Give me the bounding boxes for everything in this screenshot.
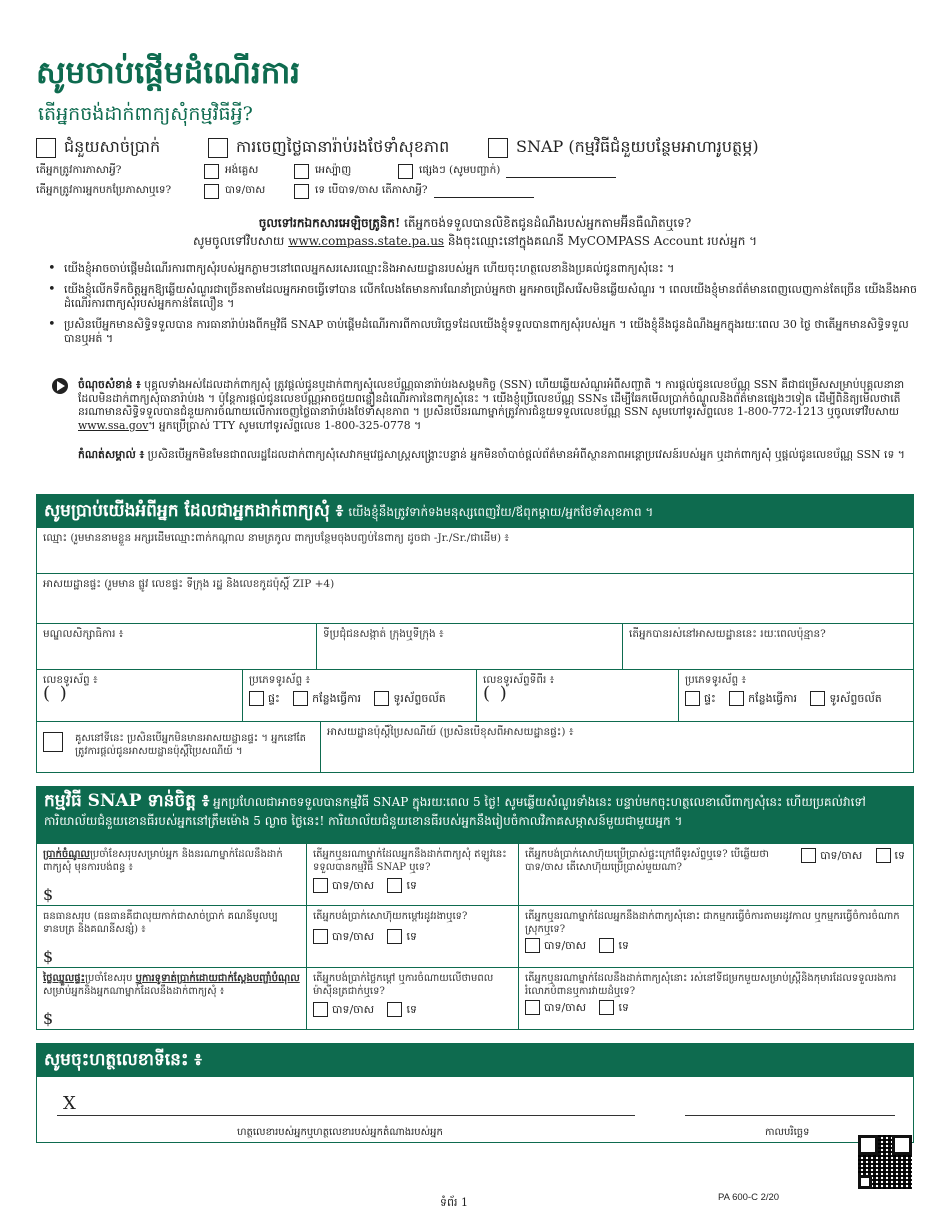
bullet-item: • យើងខ្ញុំលើកទឹកចិត្តអ្នកឱ្យឆ្លើយសំណួរជាច្រើនតាមដែលអ្នកអាចធ្វើទៅបាន លើកលែងតែមានការណែនាំប្រាប់អ្នកថា អ្នកអាចជ្រើសរើសមិនឆ្លើយសំណួរ ។ ពេលយើងខ្ញុំមានព័ត៌មានពេញលេញកាន់តែច្រើន យើងនឹងអាចដំណើរការពាក្យសុំរបស់អ្នកកាន់តែលឿន ។ xyxy=(48,283,918,312)
phone-home-label: ផ្ទះ xyxy=(268,692,280,705)
phone2-home-label: ផ្ទះ xyxy=(704,692,716,705)
online-post: និងចុះឈ្មោះនៅក្នុងគណនី MyCOMPASS Account របស់អ្នក ។ xyxy=(444,234,758,248)
shelter-no-checkbox[interactable] xyxy=(599,1000,614,1015)
resources-label: ធនធានសរុប (ធនធានគឺជាលុយកាក់ជាសាច់ប្រាក់ គណនីមូលប្បទានបត្រ និងគណនីសន្សំ) ៖ xyxy=(43,911,278,935)
interpreter-yes[interactable] xyxy=(204,184,265,199)
other-language-label: ផ្សេងៗ (សូមបញ្ជាក់) xyxy=(419,164,501,176)
mortgage-bold: ឬការទូទាត់ប្រាក់ដោយជាក់ស្តែងបញ្ចាំបំណុល xyxy=(135,973,300,984)
interpreter-no-checkbox[interactable] xyxy=(294,184,309,199)
cooling-no-checkbox[interactable] xyxy=(387,1002,402,1017)
interpreter-language-field[interactable] xyxy=(434,186,534,198)
ssa-link[interactable]: www.ssa.gov xyxy=(78,418,149,432)
shelter-no[interactable] xyxy=(599,1000,628,1015)
phone-cell-label: ទូរស័ព្ទចល័ត xyxy=(393,692,446,705)
receiving-yes[interactable] xyxy=(313,878,374,893)
heating-no-label: ទេ xyxy=(406,930,417,943)
about-header xyxy=(36,494,914,528)
about-subheading: យើងខ្ញុំនឹងត្រូវទាក់ទងមនុស្សពេញវ័យ/ឪពុកម្ដាយ/អ្នកថែទាំសុខភាព ។ xyxy=(348,505,654,519)
lang-other[interactable] xyxy=(398,164,616,179)
date-field[interactable] xyxy=(685,1115,895,1116)
phone-home-checkbox[interactable] xyxy=(249,691,264,706)
page-number: ទំព័រ 1 xyxy=(440,1196,468,1209)
farmworker-no-checkbox[interactable] xyxy=(599,938,614,953)
other-language-checkbox[interactable] xyxy=(398,164,413,179)
signature-label: ហត្ថលេខារបស់អ្នកឬហត្ថលេខារបស់អ្នកតំណាងរបស់អ្នក xyxy=(237,1127,443,1138)
no-home-label: គូសនៅទីនេះ ប្រសិនបើអ្នកមិនមានអាសយដ្ឋានផ្ទះ ។ អ្នកនៅតែត្រូវការផ្ដល់ជូនអាសយដ្ឋានប៉ុស្តិ៍ប្រៃសណីយ៍ ។ xyxy=(75,733,307,757)
utilities-no-label: ទេ xyxy=(894,849,905,862)
spanish-checkbox[interactable] xyxy=(294,164,309,179)
utilities-yes-checkbox[interactable] xyxy=(801,848,816,863)
snap-resources-field[interactable] xyxy=(37,906,307,968)
snap-label: SNAP (កម្មវិធីជំនួយបន្ថែមអាហារូបត្ថម្ភ) xyxy=(516,137,759,156)
receiving-no-checkbox[interactable] xyxy=(387,878,402,893)
address-label: អាសយដ្ឋានផ្ទះ (រួមមាន ផ្លូវ លេខផ្ទះ ទីក្រុង រដ្ឋ និងលេខកូដប៉ុស្តិ៍ ZIP +4) xyxy=(43,578,335,590)
phone2-cell[interactable] xyxy=(810,691,881,706)
snap-checkbox[interactable] xyxy=(488,138,508,158)
how-long-field[interactable] xyxy=(623,624,913,670)
phone2-home[interactable] xyxy=(685,691,716,706)
cooling-yes-checkbox[interactable] xyxy=(313,1002,328,1017)
language-row xyxy=(36,164,916,182)
rent-bold: ថ្លៃឈ្នួលផ្ទះ xyxy=(43,973,85,984)
english-label: អង់គ្លេស xyxy=(225,164,259,176)
play-icon xyxy=(52,378,68,394)
bullet-item: • យើងខ្ញុំអាចចាប់ផ្ដើមដំណើរការពាក្យសុំរបស់អ្នកភ្លាមៗនៅពេលអ្នកសរសេរឈ្មោះនិងអាសយដ្ឋានរបស់អ្នក ហើយចុះហត្ថលេខានិងប្រគល់ជូនពាក្យសុំនេះ ។ xyxy=(48,262,918,277)
snap-heading: កម្មវិធី SNAP ទាន់ចិត្ត ៖ xyxy=(44,791,210,811)
shelter-yes[interactable] xyxy=(525,1000,586,1015)
phone2-work[interactable] xyxy=(729,691,797,706)
heating-label: តើអ្នកបង់ប្រាក់សោហ៊ុយកម្តៅរដូវរងាឬទេ? xyxy=(313,911,468,922)
interpreter-yes-label: បាទ/ចាស xyxy=(225,184,266,196)
receiving-label: តើអ្នកឬនរណាម្នាក់ដែលអ្នកនឹងដាក់ពាក្យសុំ ឥឡូវនេះ ទទួលបានកម្មវិធី SNAP ឬទេ? xyxy=(313,849,507,873)
municipality-label: ទីប្រជុំជនសង្កាត់ ក្រុងឬទីក្រុង ៖ xyxy=(323,628,444,640)
county-label: មណ្ឌលសិក្សាធិការ ៖ xyxy=(43,628,124,640)
english-checkbox[interactable] xyxy=(204,164,219,179)
phone2-label: លេខទូរស័ព្ទទីពីរ ៖ xyxy=(483,674,555,686)
phone-field[interactable] xyxy=(37,670,243,722)
phone-type2-field xyxy=(679,670,913,722)
phone2-work-checkbox[interactable] xyxy=(729,691,744,706)
about-grid xyxy=(36,528,914,773)
important-text-end: ។ អ្នកប្រើប្រាស់ TTY សូមហៅទូរស័ព្ទលេខ 1-800-325-0778 ។ xyxy=(148,418,422,432)
interpreter-no-label: ទេ បើបាទ/ចាស តើភាសាអ្វី? xyxy=(315,184,428,196)
dollar-sign: $ xyxy=(43,947,54,966)
farmworker-yes-checkbox[interactable] xyxy=(525,938,540,953)
heating-yes-label: បាទ/ចាស xyxy=(332,930,375,943)
important-text: បុគ្គលទាំងអស់ដែលដាក់ពាក្យសុំ ត្រូវផ្ដល់ជូនឬដាក់ពាក្យសុំលេខប័ណ្ណធានារ៉ាប់រងសង្គមកិច្ច (SSN) ហើយឆ្លើយសំណួរអំពីសញ្ជាតិ ។ ការផ្ដល់ជូនលេខប័ណ្ណ SSN គឺជាជម្រើសសម្រាប់បុគ្គលនានាដែលមិនដាក់ពាក្យសុំធានារ៉ាប់រង ។ ប៉ុន្តែការផ្ដល់ជូនលេខប័ណ្ណអាចជួយពន្លឿនដំណើរការនៃពាក្យសុំនេះ ។ យើងខ្ញុំប្រើលេខប័ណ្ណ SSNs ដើម្បីឆែកមើលប្រាក់ចំណូលនិងព័ត៌មានផ្សេងៗទៀត ដើម្បីពិនិត្យមើលថាតើនរណាមានសិទ្ធិទទួលបានជំនួយការចំណាយលើការចេញថ្លៃធានារ៉ាប់រងថែទាំសុខភាព ។ ប្រសិនបើនរណាម្នាក់ត្រូវការជំនួយទទួលលេខប័ណ្ណ SSN សូមហៅទូរស័ព្ទលេខ 1-800-772-1213 ឬចូលទៅវិបសាយ xyxy=(78,378,905,419)
county-field[interactable] xyxy=(37,624,317,670)
online-bold: ចូលទៅរកឯកសារអេឡិចត្រូនិក! xyxy=(258,216,401,230)
dollar-sign: $ xyxy=(43,885,54,904)
language-question: តើអ្នកត្រូវការភាសាអ្វី? xyxy=(36,164,122,176)
utilities-yes-label: បាទ/ចាស xyxy=(820,849,863,862)
phone2-paren: ( ) xyxy=(483,683,509,704)
phone-home[interactable] xyxy=(249,691,280,706)
farmworker-yes[interactable] xyxy=(525,938,586,953)
rent-mid: ប្រចាំខែសរុប xyxy=(85,973,136,984)
cooling-no-label: ទេ xyxy=(406,1003,417,1016)
online-question: តើអ្នកចង់ទទួលបានលិខិតជូនដំណឹងរបស់អ្នកតាមអ៊ីនធឺណិតឬទេ? xyxy=(400,216,692,230)
phone2-field[interactable] xyxy=(477,670,679,722)
phone-type2-label: ប្រភេទទូរស័ព្ទ ៖ xyxy=(685,674,747,686)
cash-checkbox[interactable] xyxy=(36,138,56,158)
phone2-cell-label: ទូរស័ព្ទចល័ត xyxy=(829,692,882,705)
interpreter-question: តើអ្នកត្រូវការអ្នកបកប្រែភាសាឬទេ? xyxy=(36,184,172,196)
phone-work-checkbox[interactable] xyxy=(293,691,308,706)
receiving-no-label: ទេ xyxy=(406,879,417,892)
other-language-field[interactable] xyxy=(506,166,616,178)
lang-english[interactable] xyxy=(204,164,258,179)
phone2-cell-checkbox[interactable] xyxy=(810,691,825,706)
note-text: ប្រសិនបើអ្នកមិនមែនជាពលរដ្ឋដែលដាក់ពាក្យសុំសេវាកម្មវេជ្ជសាស្ត្រសង្គ្រោះបន្ទាន់ អ្នកមិនចាំបាច់ផ្ដល់ព័ត៌មានអំពីស្ថានភាពអន្តោប្រវេសន៍របស់អ្នក ឬដាក់ពាក្យសុំ ឬផ្ដល់ជូនលេខប័ណ្ណ SSN ទេ ។ xyxy=(144,448,905,461)
farmworker-yes-label: បាទ/ចាស xyxy=(544,939,587,952)
receiving-no[interactable] xyxy=(387,878,416,893)
snap-text: អ្នកប្រហែលជាអាចទទួលបានកម្មវិធី SNAP ក្នុងរយៈពេល 5 ថ្ងៃ! សូមឆ្លើយសំណួរទាំងនេះ បន្ទាប់មកចុះហត្ថលេខាលើពាក្យសុំនេះ ហើយប្រគល់វាទៅការិយាល័យជំនួយខោនធីរបស់អ្នកនៅត្រឹមម៉ោង 5 ល្ងាច ថ្ងៃនេះ! ការិយាល័យជំនួយខោនធីរបស់អ្នកនឹងរៀបចំកាលវិភាគសម្ភាសន៍មួយជាមួយអ្នក ។ xyxy=(44,795,866,828)
receiving-yes-checkbox[interactable] xyxy=(313,878,328,893)
interpreter-row xyxy=(36,184,916,202)
snap-grid xyxy=(36,844,914,1030)
form-code: PA 600-C 2/20 xyxy=(718,1192,780,1203)
heating-yes[interactable] xyxy=(313,929,374,944)
intro-bullets xyxy=(48,262,918,353)
cooling-yes[interactable] xyxy=(313,1002,374,1017)
qr-corner xyxy=(858,1175,872,1189)
signature-heading: សូមចុះហត្ថលេខាទីនេះ ៖ xyxy=(44,1050,202,1070)
phone2-home-checkbox[interactable] xyxy=(685,691,700,706)
signature-header xyxy=(36,1043,914,1077)
farmworker-no-label: ទេ xyxy=(618,939,629,952)
mailing-label: អាសយដ្ឋានប៉ុស្តិ៍ប្រៃសណីយ៍ (ប្រសិនបើខុសពីអាសយដ្ឋានផ្ទះ) ៖ xyxy=(327,726,574,738)
cash-label: ជំនួយសាច់ប្រាក់ xyxy=(64,137,161,156)
utilities-no[interactable] xyxy=(876,848,905,863)
signature-area xyxy=(36,1077,914,1143)
phone-work[interactable] xyxy=(293,691,361,706)
note-notice xyxy=(78,448,920,462)
heating-no-checkbox[interactable] xyxy=(387,929,402,944)
program-health[interactable] xyxy=(208,136,449,160)
mailing-field[interactable] xyxy=(321,722,913,773)
how-long-label: តើអ្នកបានរស់នៅអាសយដ្ឋាននេះ រយៈពេលប៉ុន្មាន? xyxy=(629,628,826,640)
address-field[interactable] xyxy=(37,574,913,624)
health-checkbox[interactable] xyxy=(208,138,228,158)
phone-type-label: ប្រភេទទូរស័ព្ទ ៖ xyxy=(249,674,311,686)
snap-income-field[interactable] xyxy=(37,844,307,906)
snap-cooling-field xyxy=(307,968,519,1030)
program-question: តើអ្នកចង់ដាក់ពាក្យសុំកម្មវិធីអ្វី? xyxy=(38,103,253,125)
page-title: សូមចាប់ផ្ដើមដំណើរការ xyxy=(36,55,301,91)
rent-post: សម្រាប់អ្នកនិងអ្នកណាម្នាក់ដែលនឹងដាក់ពាក្យសុំ ៖ xyxy=(43,986,225,997)
municipality-field[interactable] xyxy=(317,624,623,670)
shelter-yes-label: បាទ/ចាស xyxy=(544,1001,587,1014)
cooling-label: តើអ្នកបង់ប្រាក់ថ្លៃកម្តៅ ឬការចំណាយលើថាមពលម៉ាស៊ីនត្រជាក់ឬទេ? xyxy=(313,973,494,997)
signature-x: X xyxy=(63,1093,76,1114)
online-notice xyxy=(100,214,850,250)
snap-utilities-field xyxy=(519,844,913,906)
note-label: កំណត់សម្គាល់ ៖ xyxy=(78,448,145,461)
snap-header xyxy=(36,786,914,844)
snap-receiving-field xyxy=(307,844,519,906)
phone-label: លេខទូរស័ព្ទ ៖ xyxy=(43,674,98,686)
interpreter-no[interactable] xyxy=(294,184,534,199)
receiving-yes-label: បាទ/ចាស xyxy=(332,879,375,892)
date-label: កាលបរិច្ឆេទ xyxy=(765,1127,810,1138)
important-label: ចំណុចសំខាន់ ៖ xyxy=(78,378,141,391)
shelter-yes-checkbox[interactable] xyxy=(525,1000,540,1015)
income-bold: ប្រាក់ចំណូល xyxy=(43,849,90,860)
phone-cell-checkbox[interactable] xyxy=(374,691,389,706)
shelter-label: តើអ្នកឬនរណាម្នាក់ដែលនឹងដាក់ពាក្យសុំនោះ រស់នៅទីជម្រកមួយសម្រាប់ស្ត្រីនិងកុមារដែលទទួលរងការរំលោភបំពានឬការវាយដំឬទេ? xyxy=(525,973,897,997)
spanish-label: អេស្ប៉ាញ xyxy=(315,164,352,176)
phone-paren: ( ) xyxy=(43,683,69,704)
shelter-no-label: ទេ xyxy=(618,1001,629,1014)
name-label: ឈ្មោះ (រួមមាននាមខ្លួន អក្សរដើមឈ្មោះពាក់កណ្ដាល នាមត្រកូល ពាក្យបន្ថែមចុងបញ្ចប់នៃពាក្យ ដូចជា -Jr./Sr./ជាដើម) ៖ xyxy=(43,532,510,544)
cooling-no[interactable] xyxy=(387,1002,416,1017)
utilities-label: តើអ្នកបង់ប្រាក់សោហ៊ុយប្រើប្រាស់ផ្ទះក្រៅពីទូរស័ព្ទឬទេ? បើឆ្លើយថា បាទ/ចាស តើសោហ៊ុយប្រើប្រាស់មួយណា? xyxy=(525,849,769,873)
snap-heating-field xyxy=(307,906,519,968)
interpreter-yes-checkbox[interactable] xyxy=(204,184,219,199)
phone2-work-label: កន្លែងធ្វើការ xyxy=(748,692,798,705)
no-home-field xyxy=(37,722,321,773)
snap-rent-field[interactable] xyxy=(37,968,307,1030)
phone-type-field xyxy=(243,670,477,722)
phone-cell[interactable] xyxy=(374,691,445,706)
lang-spanish[interactable] xyxy=(294,164,351,179)
about-heading: សូមប្រាប់យើងអំពីអ្នក ដែលជាអ្នកដាក់ពាក្យសុំ ៖ xyxy=(44,501,344,521)
bullet-item: • ប្រសិនបើអ្នកមានសិទ្ធិទទួលបាន ការធានារ៉ាប់រងពីកម្មវិធី SNAP ចាប់ផ្ដើមដំណើរការពីកាលបរិច្ឆេទដែលយើងខ្ញុំទទួលបានពាក្យសុំរបស់អ្នក ។ យើងខ្ញុំនឹងជូនដំណឹងអ្នកក្នុងរយៈពេល 30 ថ្ងៃ ថាតើអ្នកមានសិទ្ធិទទួលបានឬអត់ ។ xyxy=(48,318,918,347)
snap-farmworker-field xyxy=(519,906,913,968)
farmworker-label: តើអ្នកឬនរណាម្នាក់ដែលអ្នកនឹងដាក់ពាក្យសុំនោះ ជាកម្មករធ្វើចំការតាមរដូវកាល ឬកម្មករធ្វើចំការចំណាកស្រុកឬទេ? xyxy=(525,911,900,935)
snap-shelter-field xyxy=(519,968,913,1030)
name-field[interactable] xyxy=(37,528,913,574)
income-label: ប្រចាំខែសរុបសម្រាប់អ្នក និងនរណាម្នាក់ដែលនឹងដាក់ពាក្យសុំ មុនការបង់ពន្ធ ៖ xyxy=(43,849,283,873)
heating-yes-checkbox[interactable] xyxy=(313,929,328,944)
signature-field[interactable] xyxy=(57,1115,635,1116)
dollar-sign: $ xyxy=(43,1009,54,1028)
phone-work-label: កន្លែងធ្វើការ xyxy=(312,692,362,705)
program-options xyxy=(36,136,916,162)
program-cash[interactable] xyxy=(36,136,160,160)
farmworker-no[interactable] xyxy=(599,938,628,953)
compass-link[interactable]: www.compass.state.pa.us xyxy=(288,234,445,248)
cooling-yes-label: បាទ/ចាស xyxy=(332,1003,375,1016)
important-notice xyxy=(78,378,920,432)
no-home-checkbox[interactable] xyxy=(43,732,63,752)
health-label: ការចេញថ្លៃធានារ៉ាប់រងថែទាំសុខភាព xyxy=(236,137,450,156)
utilities-yes[interactable] xyxy=(801,848,862,863)
utilities-no-checkbox[interactable] xyxy=(876,848,891,863)
program-snap[interactable] xyxy=(488,136,759,160)
heating-no[interactable] xyxy=(387,929,416,944)
online-pre: សូមចូលទៅវិបសាយ xyxy=(192,234,289,248)
